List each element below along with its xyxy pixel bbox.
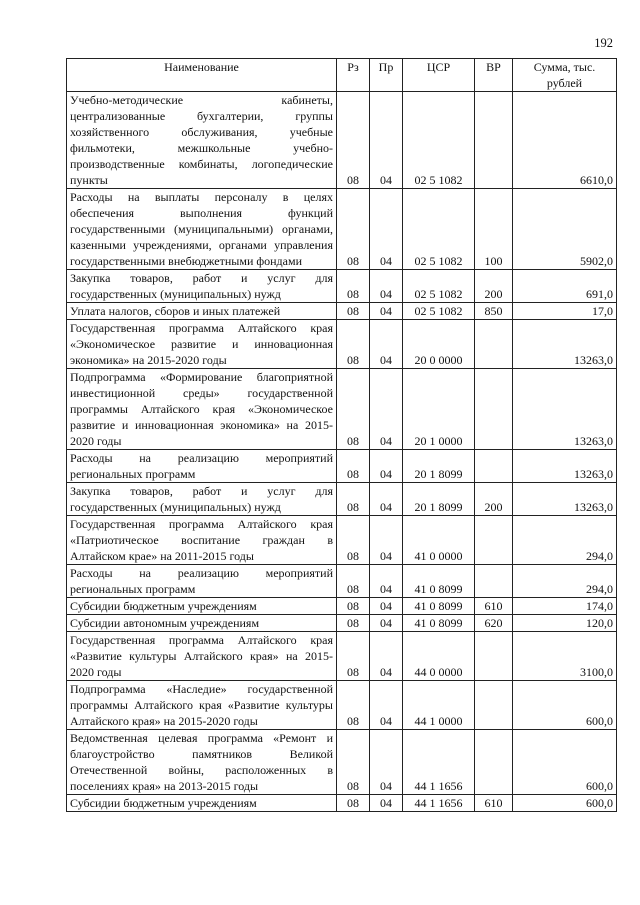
cell-name: Расходы на реализацию мероприятий региональных программ xyxy=(67,565,337,598)
table-row xyxy=(67,565,617,598)
cell-sum: 600,0 xyxy=(513,681,617,730)
cell-csr: 20 0 0000 xyxy=(403,320,475,369)
cell-vr xyxy=(475,320,513,369)
cell-sum: 174,0 xyxy=(513,598,617,615)
cell-sum: 691,0 xyxy=(513,270,617,303)
cell-vr: 200 xyxy=(475,270,513,303)
table-row xyxy=(67,303,617,320)
cell-sum: 13263,0 xyxy=(513,450,617,483)
table-row xyxy=(67,795,617,812)
cell-csr: 02 5 1082 xyxy=(403,189,475,270)
cell-pr: 04 xyxy=(370,632,403,681)
cell-name: Учебно-методические кабинеты, централизованные бухгалтерии, группы хозяйственного обслуживания, учебные фильмотеки, межшкольные учебно-производственные комбинаты, логопедические пункты xyxy=(67,92,337,189)
header-pr: Пр xyxy=(370,59,403,92)
header-name: Наименование xyxy=(67,59,337,92)
table-row xyxy=(67,369,617,450)
cell-vr xyxy=(475,730,513,795)
cell-rz: 08 xyxy=(337,795,370,812)
cell-name: Закупка товаров, работ и услуг для государственных (муниципальных) нужд xyxy=(67,483,337,516)
cell-rz: 08 xyxy=(337,450,370,483)
table-row xyxy=(67,632,617,681)
cell-pr: 04 xyxy=(370,681,403,730)
cell-rz: 08 xyxy=(337,516,370,565)
cell-csr: 41 0 8099 xyxy=(403,565,475,598)
cell-csr: 20 1 8099 xyxy=(403,450,475,483)
cell-rz: 08 xyxy=(337,369,370,450)
cell-pr: 04 xyxy=(370,92,403,189)
cell-rz: 08 xyxy=(337,270,370,303)
table-row xyxy=(67,92,617,189)
cell-sum: 17,0 xyxy=(513,303,617,320)
cell-vr xyxy=(475,632,513,681)
cell-sum: 600,0 xyxy=(513,730,617,795)
cell-pr: 04 xyxy=(370,483,403,516)
cell-name: Закупка товаров, работ и услуг для государственных (муниципальных) нужд xyxy=(67,270,337,303)
cell-name: Ведомственная целевая программа «Ремонт и благоустройство памятников Великой Отечественной войны, расположенных в поселениях края» на 2013-2015 годы xyxy=(67,730,337,795)
cell-sum: 3100,0 xyxy=(513,632,617,681)
cell-vr: 200 xyxy=(475,483,513,516)
cell-name: Расходы на выплаты персоналу в целях обеспечения выполнения функций государственными (муниципальными) органами, казенными учреждениями, органами управления государственными внебюджетными фондами xyxy=(67,189,337,270)
cell-csr: 44 1 0000 xyxy=(403,681,475,730)
cell-vr: 620 xyxy=(475,615,513,632)
cell-vr xyxy=(475,681,513,730)
header-csr: ЦСР xyxy=(403,59,475,92)
cell-rz: 08 xyxy=(337,615,370,632)
cell-pr: 04 xyxy=(370,450,403,483)
cell-pr: 04 xyxy=(370,320,403,369)
cell-sum: 120,0 xyxy=(513,615,617,632)
cell-pr: 04 xyxy=(370,189,403,270)
cell-rz: 08 xyxy=(337,189,370,270)
cell-name: Субсидии бюджетным учреждениям xyxy=(67,795,337,812)
cell-sum: 6610,0 xyxy=(513,92,617,189)
cell-pr: 04 xyxy=(370,516,403,565)
table-header-row xyxy=(67,59,617,92)
cell-sum: 13263,0 xyxy=(513,369,617,450)
header-vr: ВР xyxy=(475,59,513,92)
cell-pr: 04 xyxy=(370,303,403,320)
cell-pr: 04 xyxy=(370,369,403,450)
cell-vr: 850 xyxy=(475,303,513,320)
cell-vr: 610 xyxy=(475,598,513,615)
cell-csr: 44 1 1656 xyxy=(403,795,475,812)
cell-rz: 08 xyxy=(337,730,370,795)
table-row xyxy=(67,730,617,795)
cell-pr: 04 xyxy=(370,730,403,795)
cell-sum: 5902,0 xyxy=(513,189,617,270)
table-row xyxy=(67,681,617,730)
cell-name: Государственная программа Алтайского края «Развитие культуры Алтайского края» на 2015-2020 годы xyxy=(67,632,337,681)
cell-csr: 02 5 1082 xyxy=(403,92,475,189)
cell-csr: 20 1 8099 xyxy=(403,483,475,516)
cell-pr: 04 xyxy=(370,565,403,598)
cell-vr: 610 xyxy=(475,795,513,812)
cell-rz: 08 xyxy=(337,632,370,681)
page-number: 192 xyxy=(594,36,613,50)
cell-rz: 08 xyxy=(337,92,370,189)
cell-pr: 04 xyxy=(370,615,403,632)
cell-rz: 08 xyxy=(337,598,370,615)
budget-table xyxy=(66,58,617,812)
cell-csr: 44 1 1656 xyxy=(403,730,475,795)
cell-name: Государственная программа Алтайского края «Экономическое развитие и инновационная экономика» на 2015-2020 годы xyxy=(67,320,337,369)
cell-sum: 13263,0 xyxy=(513,483,617,516)
table-row xyxy=(67,516,617,565)
cell-csr: 02 5 1082 xyxy=(403,303,475,320)
cell-vr xyxy=(475,369,513,450)
cell-csr: 20 1 0000 xyxy=(403,369,475,450)
cell-csr: 41 0 8099 xyxy=(403,615,475,632)
table-row xyxy=(67,450,617,483)
cell-pr: 04 xyxy=(370,795,403,812)
cell-rz: 08 xyxy=(337,320,370,369)
table-row xyxy=(67,270,617,303)
cell-vr xyxy=(475,92,513,189)
header-rz: Рз xyxy=(337,59,370,92)
cell-name: Подпрограмма «Формирование благоприятной инвестиционной среды» государственной программы Алтайского края «Экономическое развитие и инновационная экономика» на 2015-2020 годы xyxy=(67,369,337,450)
cell-rz: 08 xyxy=(337,565,370,598)
cell-pr: 04 xyxy=(370,598,403,615)
cell-name: Расходы на реализацию мероприятий региональных программ xyxy=(67,450,337,483)
cell-rz: 08 xyxy=(337,681,370,730)
table-row xyxy=(67,598,617,615)
cell-sum: 294,0 xyxy=(513,565,617,598)
cell-name: Подпрограмма «Наследие» государственной программы Алтайского края «Развитие культуры Алтайского края» на 2015-2020 годы xyxy=(67,681,337,730)
cell-pr: 04 xyxy=(370,270,403,303)
cell-rz: 08 xyxy=(337,303,370,320)
table-row xyxy=(67,615,617,632)
cell-csr: 41 0 8099 xyxy=(403,598,475,615)
cell-csr: 41 0 0000 xyxy=(403,516,475,565)
cell-csr: 02 5 1082 xyxy=(403,270,475,303)
cell-vr: 100 xyxy=(475,189,513,270)
cell-vr xyxy=(475,450,513,483)
cell-rz: 08 xyxy=(337,483,370,516)
cell-sum: 13263,0 xyxy=(513,320,617,369)
table-row xyxy=(67,483,617,516)
cell-sum: 600,0 xyxy=(513,795,617,812)
table-row xyxy=(67,320,617,369)
cell-csr: 44 0 0000 xyxy=(403,632,475,681)
cell-vr xyxy=(475,565,513,598)
cell-name: Субсидии автономным учреждениям xyxy=(67,615,337,632)
cell-sum: 294,0 xyxy=(513,516,617,565)
cell-name: Государственная программа Алтайского края «Патриотическое воспитание граждан в Алтайском крае» на 2011-2015 годы xyxy=(67,516,337,565)
table-row xyxy=(67,189,617,270)
cell-name: Субсидии бюджетным учреждениям xyxy=(67,598,337,615)
cell-vr xyxy=(475,516,513,565)
cell-name: Уплата налогов, сборов и иных платежей xyxy=(67,303,337,320)
header-sum: Сумма, тыс. рублей xyxy=(513,59,617,92)
